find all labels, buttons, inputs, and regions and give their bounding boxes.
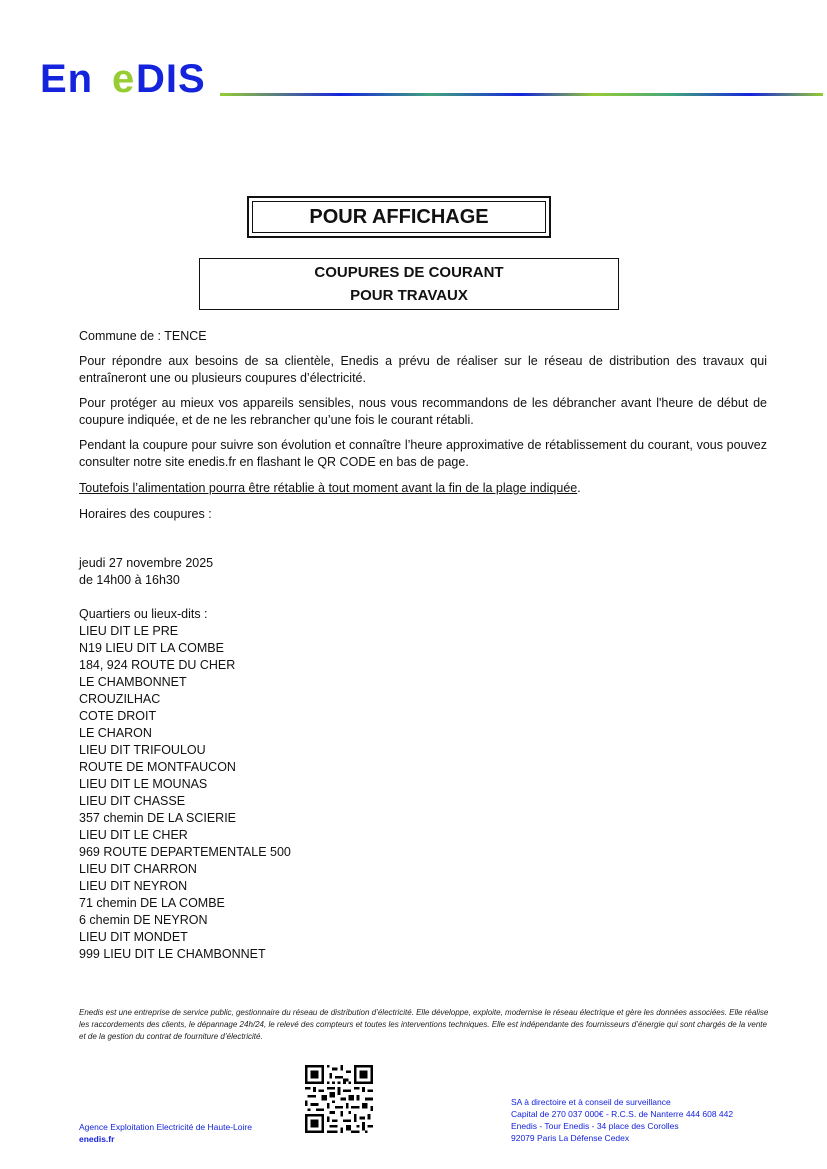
list-item: 184, 924 ROUTE DU CHER: [79, 658, 236, 672]
list-item: LIEU DIT NEYRON: [79, 879, 188, 893]
paragraph-2: Pour protéger au mieux vos appareils sensibles, nous vous recommandons de les débrancher avant l'heure de début de coupure indiquée, et de ne les rebrancher qu’une fois le courant rétabli.: [79, 396, 767, 427]
site-link[interactable]: enedis.fr: [79, 1134, 115, 1144]
footer-left: [79, 1121, 252, 1145]
cut-time: de 14h00 à 16h30: [79, 573, 180, 587]
list-item: LIEU DIT CHARRON: [79, 862, 197, 876]
list-item: LIEU DIT MONDET: [79, 930, 188, 944]
places-label: Quartiers ou lieux-dits :: [79, 607, 208, 621]
list-item: 6 chemin DE NEYRON: [79, 913, 208, 927]
list-item: 357 chemin DE LA SCIERIE: [79, 811, 237, 825]
company-line: Enedis - Tour Enedis - 34 place des Corolles: [511, 1121, 679, 1131]
warning-period: .: [577, 481, 581, 495]
list-item: CROUZILHAC: [79, 692, 161, 706]
subtitle-box: [199, 258, 619, 310]
horaires-label: Horaires des coupures :: [79, 507, 212, 521]
list-item: 969 ROUTE DEPARTEMENTALE 500: [79, 845, 291, 859]
footer-right: [511, 1096, 733, 1144]
enedis-logo: [40, 58, 216, 98]
svg-text:En: En: [40, 58, 94, 98]
list-item: N19 LIEU DIT LA COMBE: [79, 641, 224, 655]
subtitle-line2: POUR TRAVAUX: [350, 287, 468, 304]
list-item: LIEU DIT LE MOUNAS: [79, 777, 208, 791]
list-item: LIEU DIT LE CHER: [79, 828, 188, 842]
list-item: COTE DROIT: [79, 709, 157, 723]
list-item: LIEU DIT LE PRE: [79, 624, 179, 638]
title-text: POUR AFFICHAGE: [252, 201, 546, 233]
list-item: ROUTE DE MONTFAUCON: [79, 760, 236, 774]
qr-code-icon[interactable]: [305, 1065, 373, 1133]
list-item: 999 LIEU DIT LE CHAMBONNET: [79, 947, 266, 961]
paragraph-3: Pendant la coupure pour suivre son évolution et connaître l’heure approximative de rétablissement du courant, vous pouvez consulter notre site enedis.fr en flashant le QR CODE en bas de page.: [79, 438, 767, 469]
svg-text:e: e: [112, 58, 135, 98]
list-item: LE CHAMBONNET: [79, 675, 187, 689]
list-item: LIEU DIT CHASSE: [79, 794, 186, 808]
places-list: [79, 623, 767, 963]
title-box: [247, 196, 551, 238]
cut-date: jeudi 27 novembre 2025: [79, 556, 214, 570]
company-line: 92079 Paris La Défense Cedex: [511, 1133, 630, 1143]
agency-name: Agence Exploitation Electricité de Haute-Loire: [79, 1122, 252, 1132]
svg-text:DIS: DIS: [136, 58, 206, 98]
list-item: LIEU DIT TRIFOULOU: [79, 743, 206, 757]
list-item: LE CHARON: [79, 726, 152, 740]
list-item: 71 chemin DE LA COMBE: [79, 896, 225, 910]
subtitle-line1: COUPURES DE COURANT: [314, 264, 504, 281]
warning-text: Toutefois l’alimentation pourra être rétablie à tout moment avant la fin de la plage indiquée: [79, 481, 578, 495]
header-stripe: [220, 93, 823, 96]
warning: [79, 480, 767, 497]
company-line: SA à directoire et à conseil de surveillance: [511, 1097, 671, 1107]
company-line: Capital de 270 037 000€ - R.C.S. de Nanterre 444 608 442: [511, 1109, 734, 1119]
paragraph-1: Pour répondre aux besoins de sa clientèle, Enedis a prévu de réaliser sur le réseau de distribution des travaux qui entraîneront une ou plusieurs coupures d’électricité.: [79, 354, 767, 385]
legal-notice: Enedis est une entreprise de service public, gestionnaire du réseau de distribution d’électricité. Elle développe, exploite, modernise le réseau électrique et gère les données associées. Elle réalise les raccordements des clients, le dépannage 24h/24, le relevé des compteurs et toutes les interventions techniques. Elle est indépendante des fournisseurs d’énergie qui sont chargés de la vente et de la gestion du contrat de fourniture d’électricité.: [79, 1008, 769, 1041]
commune: Commune de : TENCE: [79, 329, 207, 343]
